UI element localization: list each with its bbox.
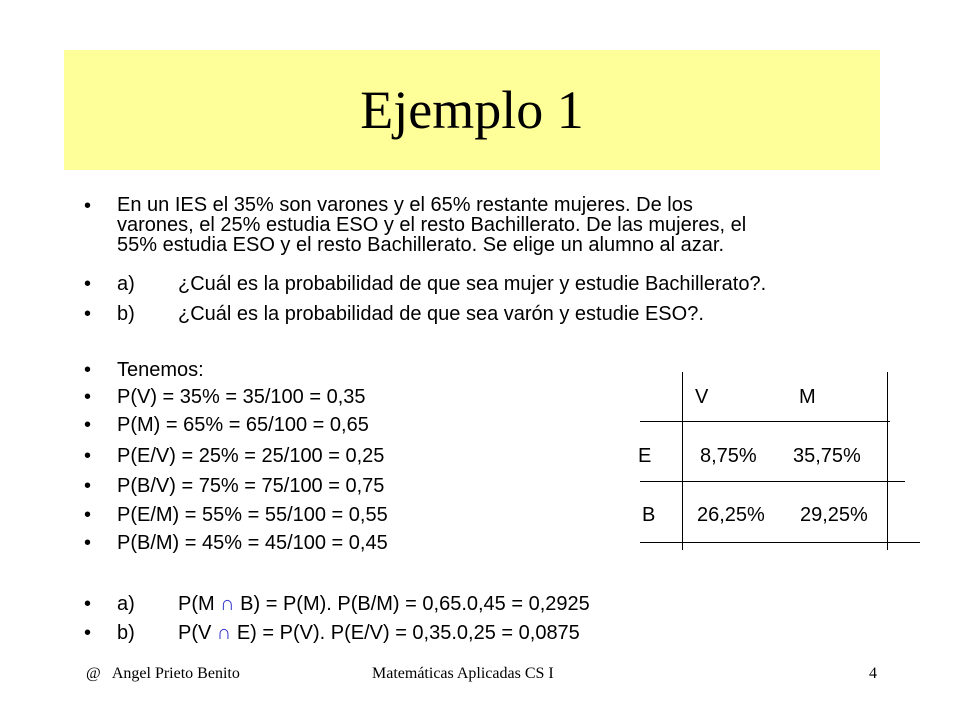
bullet: •: [84, 532, 92, 554]
bullet: •: [84, 504, 92, 526]
answer-b-post: E) = P(V). P(E/V) = 0,35.0,25 = 0,0875: [231, 622, 580, 644]
answer-a-post: B) = P(M). P(B/M) = 0,65.0,45 = 0,2925: [234, 593, 590, 615]
bullet: •: [84, 303, 92, 325]
table-cell-e-v: 8,75%: [700, 445, 757, 467]
answer-a-pre: P(M: [178, 593, 221, 615]
intro-line: En un IES el 35% son varones y el 65% restante mujeres. De los: [117, 194, 693, 216]
probability-line: P(B/V) = 75% = 75/100 = 0,75: [117, 475, 385, 497]
table-cell-b-v: 26,25%: [697, 504, 765, 526]
bullet: •: [84, 622, 92, 644]
answer-b-label: b): [117, 622, 135, 644]
table-header-v: V: [695, 386, 709, 408]
footer-course: Matemáticas Aplicadas CS I: [372, 665, 554, 682]
answer-a-text: [178, 593, 590, 615]
title-box: [64, 50, 880, 170]
answer-b: [117, 622, 580, 644]
question-a-text: ¿Cuál es la probabilidad de que sea mujer y estudie Bachillerato?.: [178, 273, 767, 295]
table-header-m: M: [799, 386, 816, 408]
table-row-b: B: [642, 504, 656, 526]
probability-line: P(B/M) = 45% = 45/100 = 0,45: [117, 532, 388, 554]
probability-line: P(M) = 65% = 65/100 = 0,65: [117, 414, 369, 436]
answer-a: [117, 593, 590, 615]
question-b-label: b): [117, 303, 135, 325]
question-b-text: ¿Cuál es la probabilidad de que sea varón y estudie ESO?.: [178, 303, 704, 325]
bullet: •: [84, 359, 92, 381]
question-b: [117, 303, 704, 325]
table-horizontal-line: [640, 481, 905, 482]
answer-b-text: [178, 622, 580, 644]
bullet: •: [84, 475, 92, 497]
tenemos-label: Tenemos:: [117, 359, 204, 381]
table-horizontal-line: [640, 542, 920, 543]
footer-author: @ Angel Prieto Benito: [86, 665, 240, 682]
footer-page-number: 4: [869, 665, 877, 682]
answer-b-pre: P(V: [178, 622, 217, 644]
bullet: •: [84, 386, 92, 408]
table-vertical-line: [682, 372, 683, 550]
table-horizontal-line: [640, 421, 890, 422]
intro-paragraph: [117, 195, 897, 255]
intro-line: varones, el 25% estudia ESO y el resto Bachillerato. De las mujeres, el: [117, 214, 747, 236]
table-vertical-line: [887, 372, 888, 550]
bullet: •: [84, 195, 92, 217]
table-cell-b-m: 29,25%: [800, 504, 868, 526]
intersection-symbol: ∩: [220, 593, 235, 615]
slide-title: Ejemplo 1: [360, 80, 584, 140]
bullet: •: [84, 445, 92, 467]
bullet: •: [84, 273, 92, 295]
probability-line: P(E/M) = 55% = 55/100 = 0,55: [117, 504, 388, 526]
question-a-label: a): [117, 273, 135, 295]
table-row-e: E: [638, 445, 652, 467]
bullet: •: [84, 414, 92, 436]
table-cell-e-m: 35,75%: [793, 445, 861, 467]
intersection-symbol: ∩: [216, 622, 232, 644]
probability-line: P(V) = 35% = 35/100 = 0,35: [117, 386, 366, 408]
bullet: •: [84, 593, 92, 615]
answer-a-label: a): [117, 593, 135, 615]
question-a: [117, 273, 767, 295]
intro-line: 55% estudia ESO y el resto Bachillerato. Se elige un alumno al azar.: [117, 234, 725, 256]
probability-line: P(E/V) = 25% = 25/100 = 0,25: [117, 445, 385, 467]
